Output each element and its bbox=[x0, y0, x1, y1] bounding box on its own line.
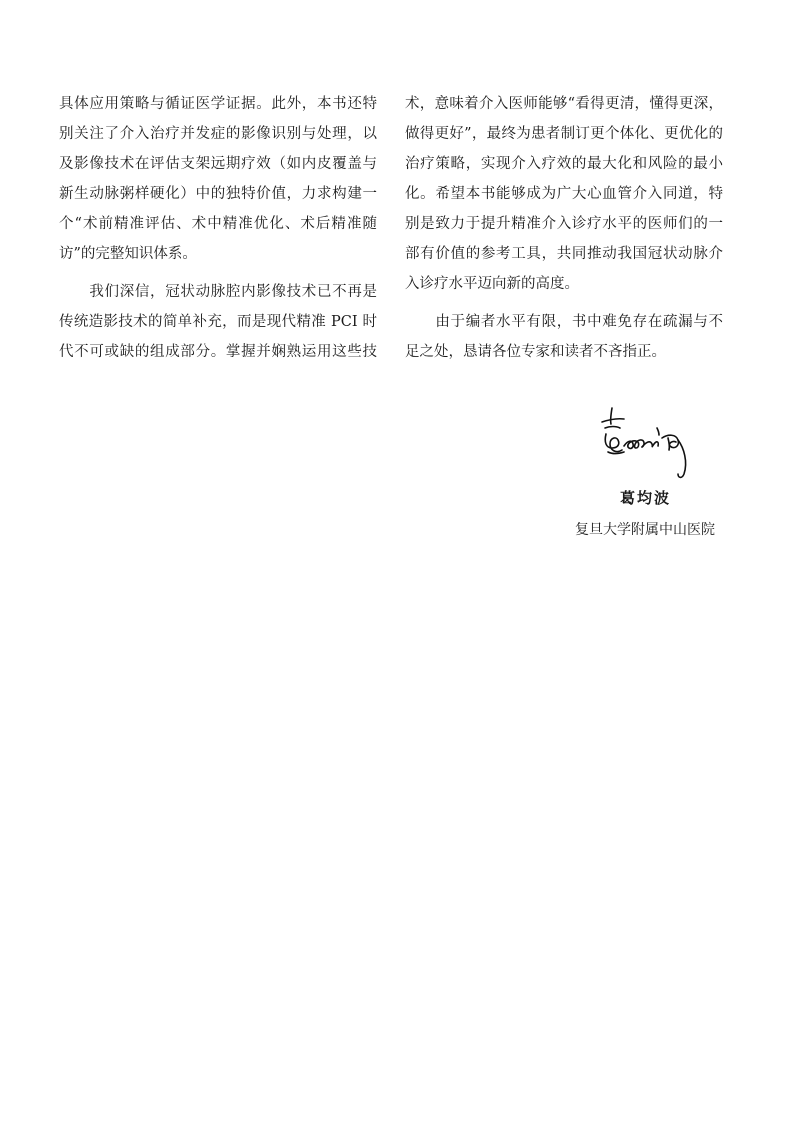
text-line: 化。希望本书能够成为广大心血管介入同道，特 bbox=[405, 186, 723, 202]
text-line: 做得更好”，最终为患者制订更个体化、更优化的 bbox=[405, 126, 723, 142]
text-line: 治疗策略，实现介入疗效的最大化和风险的最小 bbox=[405, 156, 723, 172]
text-line: 由于编者水平有限，书中难免存在疏漏与不 bbox=[405, 314, 723, 330]
author-name: 葛均波 bbox=[620, 489, 672, 507]
handwritten-signature bbox=[598, 404, 698, 484]
text-line: 别是致力于提升精准介入诊疗水平的医师们的一 bbox=[405, 216, 723, 232]
text-line: 入诊疗水平迈向新的高度。 bbox=[405, 276, 579, 292]
text-line: 访”的完整知识体系。 bbox=[59, 246, 197, 262]
author-affiliation: 复旦大学附属中山医院 bbox=[575, 522, 715, 538]
text-line: 别关注了介入治疗并发症的影像识别与处理，以 bbox=[59, 126, 377, 142]
right-column bbox=[405, 89, 723, 367]
text-line: 足之处，恳请各位专家和读者不吝指正。 bbox=[405, 344, 666, 360]
text-line: 新生动脉粥样硬化）中的独特价值，力求构建一 bbox=[59, 186, 377, 202]
text-line: 我们深信，冠状动脉腔内影像技术已不再是 bbox=[59, 284, 377, 300]
left-column bbox=[59, 89, 377, 367]
text-line: 传统造影技术的简单补充，而是现代精准 PCI 时 bbox=[59, 314, 377, 330]
text-line: 代不可或缺的组成部分。掌握并娴熟运用这些技 bbox=[59, 344, 377, 360]
text-line: 具体应用策略与循证医学证据。此外，本书还特 bbox=[59, 96, 377, 112]
text-line: 及影像技术在评估支架远期疗效（如内皮覆盖与 bbox=[59, 156, 377, 172]
text-line: 个“术前精准评估、术中精准优化、术后精准随 bbox=[59, 216, 377, 232]
text-line: 术，意味着介入医师能够“看得更清，懂得更深， bbox=[405, 96, 723, 112]
text-line: 部有价值的参考工具，共同推动我国冠状动脉介 bbox=[405, 246, 723, 262]
